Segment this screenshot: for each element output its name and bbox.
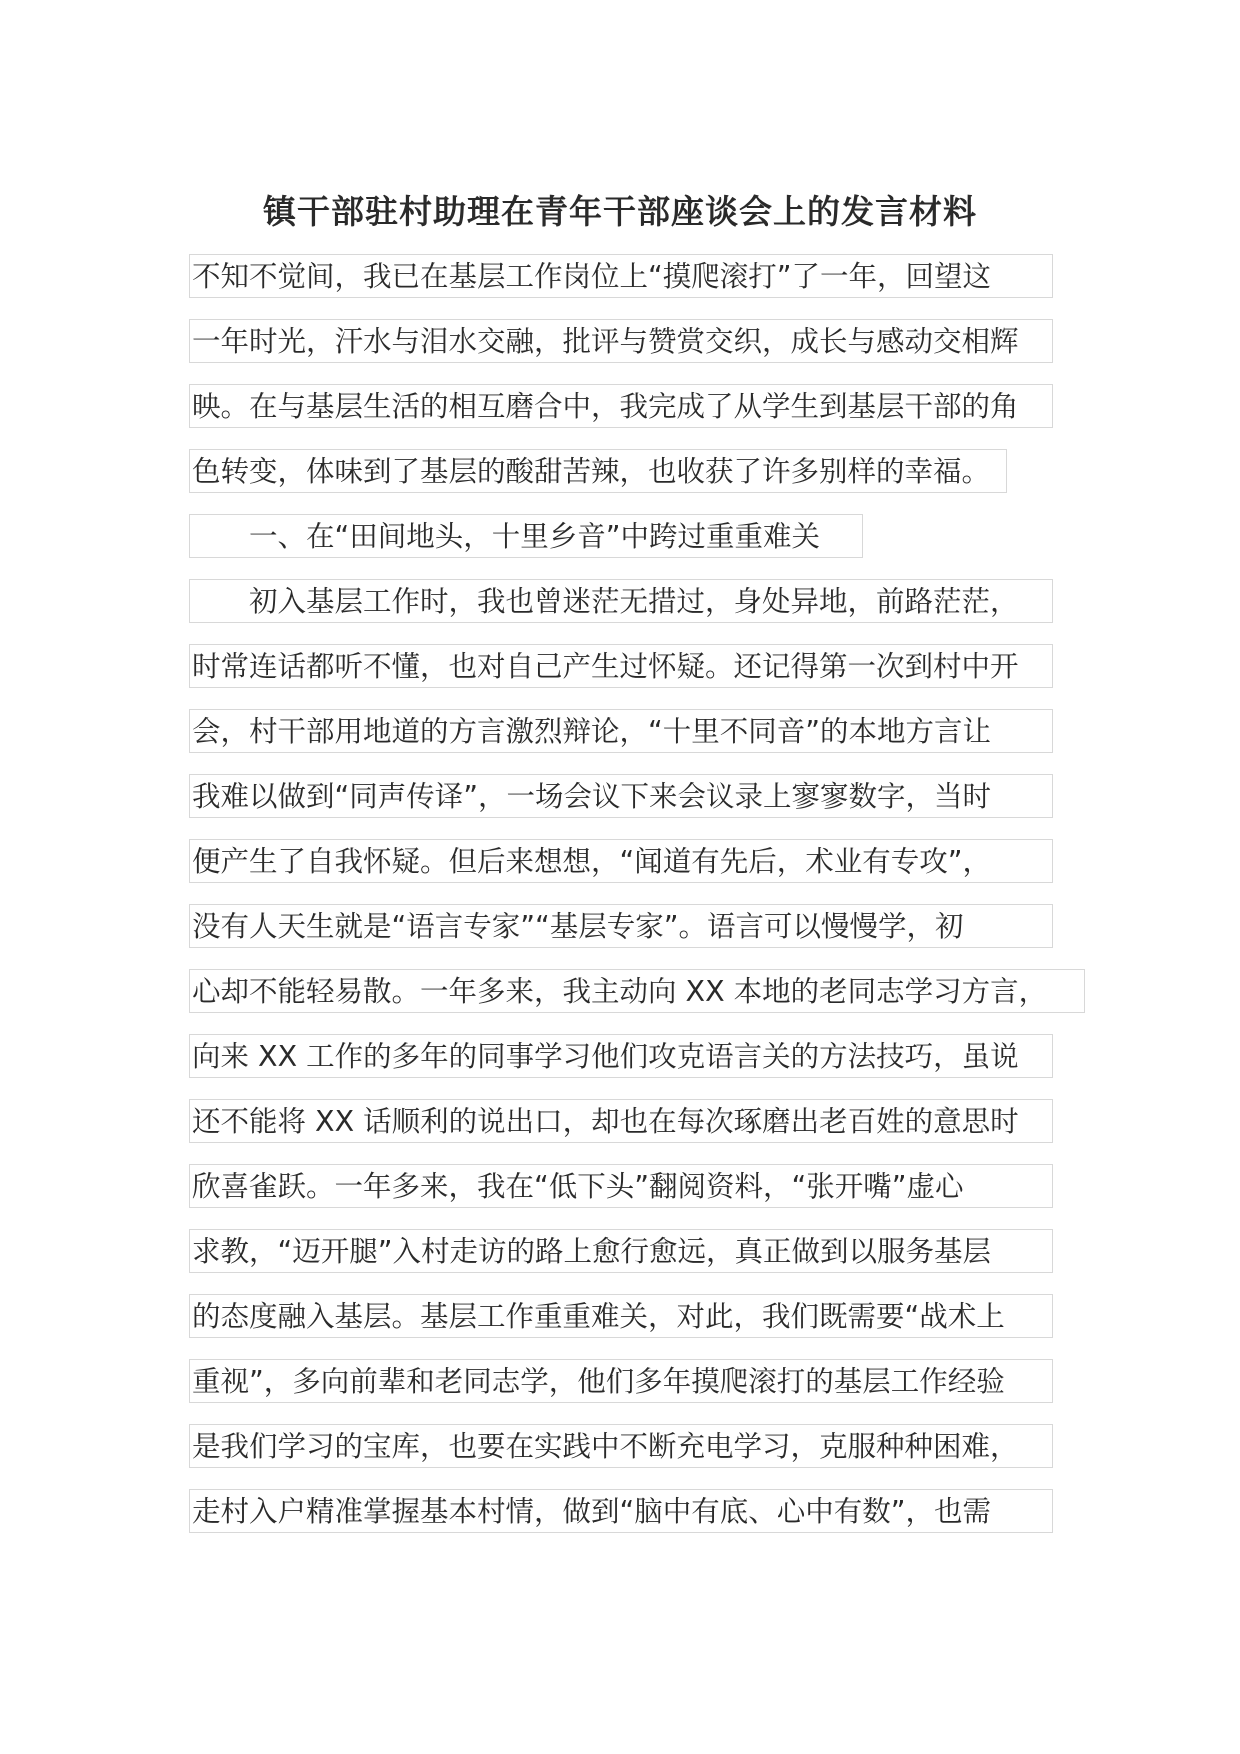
paragraph-line: 没有人天生就是“语言专家”“基层专家”。语言可以慢慢学，初 [189, 904, 1053, 948]
section-heading: 一、在“田间地头，十里乡音”中跨过重重难关 [189, 514, 863, 558]
paragraph-line: 求教，“迈开腿”入村走访的路上愈行愈远，真正做到以服务基层 [189, 1229, 1053, 1273]
paragraph-line: 的态度融入基层。基层工作重重难关，对此，我们既需要“战术上 [189, 1294, 1053, 1338]
paragraph-line: 我难以做到“同声传译”，一场会议下来会议录上寥寥数字，当时 [189, 774, 1053, 818]
paragraph-line: 心却不能轻易散。一年多来，我主动向 XX 本地的老同志学习方言， [189, 969, 1085, 1013]
paragraph-line: 走村入户精准掌握基本村情，做到“脑中有底、心中有数”，也需 [189, 1489, 1053, 1533]
paragraph-line: 色转变，体味到了基层的酸甜苦辣，也收获了许多别样的幸福。 [189, 449, 1007, 493]
paragraph-line: 是我们学习的宝库，也要在实践中不断充电学习，克服种种困难， [189, 1424, 1053, 1468]
paragraph-line: 欣喜雀跃。一年多来，我在“低下头”翻阅资料，“张开嘴”虚心 [189, 1164, 1053, 1208]
paragraph-line: 一年时光，汗水与泪水交融，批评与赞赏交织，成长与感动交相辉 [189, 319, 1053, 363]
document-title: 镇干部驻村助理在青年干部座谈会上的发言材料 [263, 192, 977, 231]
paragraph-line: 向来 XX 工作的多年的同事学习他们攻克语言关的方法技巧，虽说 [189, 1034, 1053, 1078]
paragraph-line: 映。在与基层生活的相互磨合中，我完成了从学生到基层干部的角 [189, 384, 1053, 428]
paragraph-line: 重视”，多向前辈和老同志学，他们多年摸爬滚打的基层工作经验 [189, 1359, 1053, 1403]
paragraph-line: 不知不觉间，我已在基层工作岗位上“摸爬滚打”了一年，回望这 [189, 254, 1053, 298]
paragraph-line: 会，村干部用地道的方言激烈辩论，“十里不同音”的本地方言让 [189, 709, 1053, 753]
paragraph-line: 初入基层工作时，我也曾迷茫无措过，身处异地，前路茫茫， [189, 579, 1053, 623]
paragraph-line: 时常连话都听不懂，也对自己产生过怀疑。还记得第一次到村中开 [189, 644, 1053, 688]
paragraph-line: 还不能将 XX 话顺利的说出口，却也在每次琢磨出老百姓的意思时 [189, 1099, 1053, 1143]
paragraph-line: 便产生了自我怀疑。但后来想想，“闻道有先后，术业有专攻”， [189, 839, 1053, 883]
